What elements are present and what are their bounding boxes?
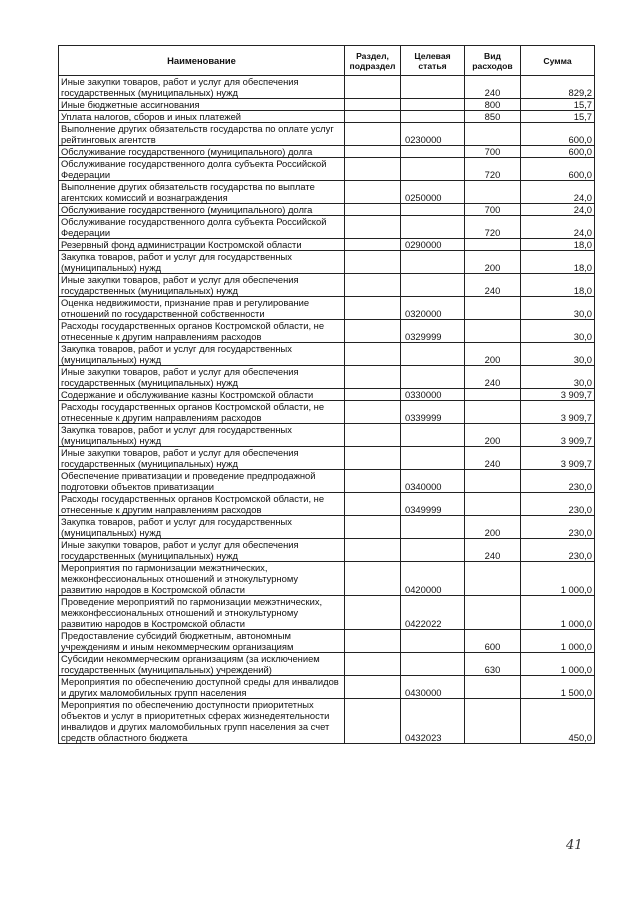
cell-sum: 600,0 [521,146,595,158]
cell-sum: 600,0 [521,123,595,146]
table-row [59,76,595,99]
cell-sum: 18,0 [521,251,595,274]
cell-section [345,699,401,744]
cell-kind [465,493,521,516]
table-row [59,447,595,470]
cell-sum: 3 909,7 [521,424,595,447]
cell-target: 0329999 [401,320,465,343]
cell-sum: 24,0 [521,216,595,239]
table-row [59,401,595,424]
cell-section [345,111,401,123]
cell-target: 0340000 [401,470,465,493]
cell-sum: 24,0 [521,181,595,204]
cell-kind: 200 [465,251,521,274]
table-row [59,343,595,366]
table-row [59,630,595,653]
cell-target: 0422022 [401,596,465,630]
cell-kind: 240 [465,274,521,297]
cell-target: 0320000 [401,297,465,320]
cell-target [401,251,465,274]
cell-sum: 30,0 [521,297,595,320]
cell-target [401,447,465,470]
cell-section [345,146,401,158]
cell-target [401,146,465,158]
table-row [59,562,595,596]
cell-sum: 450,0 [521,699,595,744]
cell-sum: 1 000,0 [521,653,595,676]
cell-target: 0349999 [401,493,465,516]
cell-name: Расходы государственных органов Костромской области, не отнесенные к другим направлениям расходов [59,493,345,516]
cell-sum: 600,0 [521,158,595,181]
cell-kind [465,297,521,320]
cell-section [345,401,401,424]
cell-name: Обслуживание государственного (муниципального) долга [59,146,345,158]
cell-sum: 1 000,0 [521,562,595,596]
table-row [59,111,595,123]
cell-target [401,516,465,539]
cell-target [401,366,465,389]
cell-name: Обслуживание государственного долга субъекта Российской Федерации [59,158,345,181]
cell-kind [465,181,521,204]
cell-section [345,181,401,204]
cell-sum: 15,7 [521,111,595,123]
cell-section [345,204,401,216]
cell-sum: 30,0 [521,343,595,366]
cell-target [401,653,465,676]
cell-sum: 1 000,0 [521,630,595,653]
cell-name: Мероприятия по гармонизации межэтнических, межконфессиональных отношений и этнокультурному развитию народов в Костромской области [59,562,345,596]
cell-name: Закупка товаров, работ и услуг для государственных (муниципальных) нужд [59,516,345,539]
cell-section [345,158,401,181]
table-row [59,366,595,389]
header-section: Раздел, подраздел [345,46,401,76]
table-row [59,493,595,516]
cell-section [345,366,401,389]
cell-sum: 3 909,7 [521,389,595,401]
header-sum: Сумма [521,46,595,76]
cell-name: Обеспечение приватизации и проведение предпродажной подготовки объектов приватизации [59,470,345,493]
table-row [59,699,595,744]
table-row [59,653,595,676]
cell-target: 0432023 [401,699,465,744]
cell-section [345,389,401,401]
table-row [59,239,595,251]
cell-sum: 230,0 [521,470,595,493]
cell-target [401,158,465,181]
cell-sum: 18,0 [521,239,595,251]
cell-name: Мероприятия по обеспечению доступной среды для инвалидов и других маломобильных групп населения [59,676,345,699]
cell-kind [465,596,521,630]
table-body [59,76,595,744]
cell-name: Иные закупки товаров, работ и услуг для обеспечения государственных (муниципальных) нужд [59,274,345,297]
cell-sum: 30,0 [521,366,595,389]
cell-kind [465,676,521,699]
table-row [59,676,595,699]
cell-section [345,630,401,653]
cell-target [401,343,465,366]
cell-sum: 18,0 [521,274,595,297]
cell-target: 0330000 [401,389,465,401]
cell-sum: 3 909,7 [521,447,595,470]
cell-name: Уплата налогов, сборов и иных платежей [59,111,345,123]
cell-name: Выполнение других обязательств государства по оплате услуг рейтинговых агентств [59,123,345,146]
cell-kind: 700 [465,204,521,216]
table-row [59,216,595,239]
cell-kind [465,562,521,596]
cell-target [401,216,465,239]
cell-section [345,216,401,239]
cell-section [345,99,401,111]
cell-target [401,111,465,123]
cell-name: Иные закупки товаров, работ и услуг для обеспечения государственных (муниципальных) нужд [59,76,345,99]
cell-name: Иные закупки товаров, работ и услуг для обеспечения государственных (муниципальных) нужд [59,447,345,470]
cell-name: Закупка товаров, работ и услуг для государственных (муниципальных) нужд [59,343,345,366]
cell-sum: 829,2 [521,76,595,99]
table-row [59,516,595,539]
cell-kind [465,401,521,424]
cell-sum: 230,0 [521,493,595,516]
header-kind: Вид расходов [465,46,521,76]
table-row [59,181,595,204]
cell-section [345,251,401,274]
cell-target: 0339999 [401,401,465,424]
table-row [59,158,595,181]
cell-target [401,424,465,447]
cell-name: Предоставление субсидий бюджетным, автономным учреждениям и иным некоммерческим организациям [59,630,345,653]
cell-section [345,493,401,516]
cell-kind [465,123,521,146]
cell-section [345,274,401,297]
header-name: Наименование [59,46,345,76]
cell-name: Содержание и обслуживание казны Костромской области [59,389,345,401]
cell-name: Закупка товаров, работ и услуг для государственных (муниципальных) нужд [59,251,345,274]
cell-target: 0290000 [401,239,465,251]
cell-kind: 700 [465,146,521,158]
cell-target [401,274,465,297]
cell-section [345,123,401,146]
cell-name: Обслуживание государственного долга субъекта Российской Федерации [59,216,345,239]
table-row [59,424,595,447]
cell-kind: 720 [465,216,521,239]
cell-sum: 230,0 [521,539,595,562]
cell-section [345,470,401,493]
cell-sum: 30,0 [521,320,595,343]
cell-target [401,539,465,562]
cell-name: Мероприятия по обеспечению доступности приоритетных объектов и услуг в приоритетных сферах жизнедеятельности инвалидов и других маломобильных групп населения за счет средств областного бюджета [59,699,345,744]
cell-target: 0430000 [401,676,465,699]
cell-name: Проведение мероприятий по гармонизации межэтнических, межконфессиональных отношений и этнокультурному развитию народов в Костромской области [59,596,345,630]
cell-section [345,539,401,562]
cell-name: Обслуживание государственного (муниципального) долга [59,204,345,216]
cell-name: Субсидии некоммерческим организациям (за исключением государственных (муниципальных) учреждений) [59,653,345,676]
cell-kind: 850 [465,111,521,123]
cell-kind: 800 [465,99,521,111]
cell-target [401,630,465,653]
table-header-row [59,46,595,76]
cell-target [401,204,465,216]
cell-name: Расходы государственных органов Костромской области, не отнесенные к другим направлениям расходов [59,320,345,343]
cell-name: Резервный фонд администрации Костромской области [59,239,345,251]
table-row [59,389,595,401]
cell-name: Иные закупки товаров, работ и услуг для обеспечения государственных (муниципальных) нужд [59,366,345,389]
cell-target: 0420000 [401,562,465,596]
cell-section [345,297,401,320]
table-row [59,470,595,493]
cell-kind: 240 [465,539,521,562]
cell-section [345,596,401,630]
table-row [59,274,595,297]
cell-section [345,676,401,699]
cell-kind: 630 [465,653,521,676]
table-row [59,596,595,630]
cell-kind: 240 [465,76,521,99]
cell-name: Закупка товаров, работ и услуг для государственных (муниципальных) нужд [59,424,345,447]
cell-kind: 200 [465,424,521,447]
cell-target: 0250000 [401,181,465,204]
cell-kind: 200 [465,343,521,366]
table-row [59,204,595,216]
cell-section [345,76,401,99]
cell-name: Выполнение других обязательств государства по выплате агентских комиссий и вознаграждения [59,181,345,204]
cell-section [345,239,401,251]
page-number: 41 [566,838,583,853]
cell-target [401,99,465,111]
header-target: Целевая статья [401,46,465,76]
cell-kind [465,320,521,343]
cell-kind [465,239,521,251]
table-row [59,99,595,111]
cell-sum: 3 909,7 [521,401,595,424]
cell-section [345,320,401,343]
cell-section [345,562,401,596]
cell-target: 0230000 [401,123,465,146]
cell-sum: 1 500,0 [521,676,595,699]
table-row [59,251,595,274]
cell-kind [465,389,521,401]
cell-section [345,653,401,676]
cell-sum: 1 000,0 [521,596,595,630]
cell-section [345,424,401,447]
cell-name: Иные закупки товаров, работ и услуг для обеспечения государственных (муниципальных) нужд [59,539,345,562]
cell-section [345,447,401,470]
table-row [59,297,595,320]
cell-sum: 15,7 [521,99,595,111]
cell-name: Иные бюджетные ассигнования [59,99,345,111]
cell-name: Оценка недвижимости, признание прав и регулирование отношений по государственной собственности [59,297,345,320]
cell-sum: 24,0 [521,204,595,216]
cell-kind [465,699,521,744]
cell-kind: 240 [465,447,521,470]
cell-name: Расходы государственных органов Костромской области, не отнесенные к другим направлениям расходов [59,401,345,424]
cell-kind: 720 [465,158,521,181]
cell-kind: 240 [465,366,521,389]
cell-kind: 600 [465,630,521,653]
table-row [59,123,595,146]
budget-table [58,45,595,744]
cell-section [345,343,401,366]
cell-section [345,516,401,539]
table-row [59,146,595,158]
cell-sum: 230,0 [521,516,595,539]
cell-target [401,76,465,99]
table-row [59,539,595,562]
cell-kind [465,470,521,493]
cell-kind: 200 [465,516,521,539]
table-row [59,320,595,343]
